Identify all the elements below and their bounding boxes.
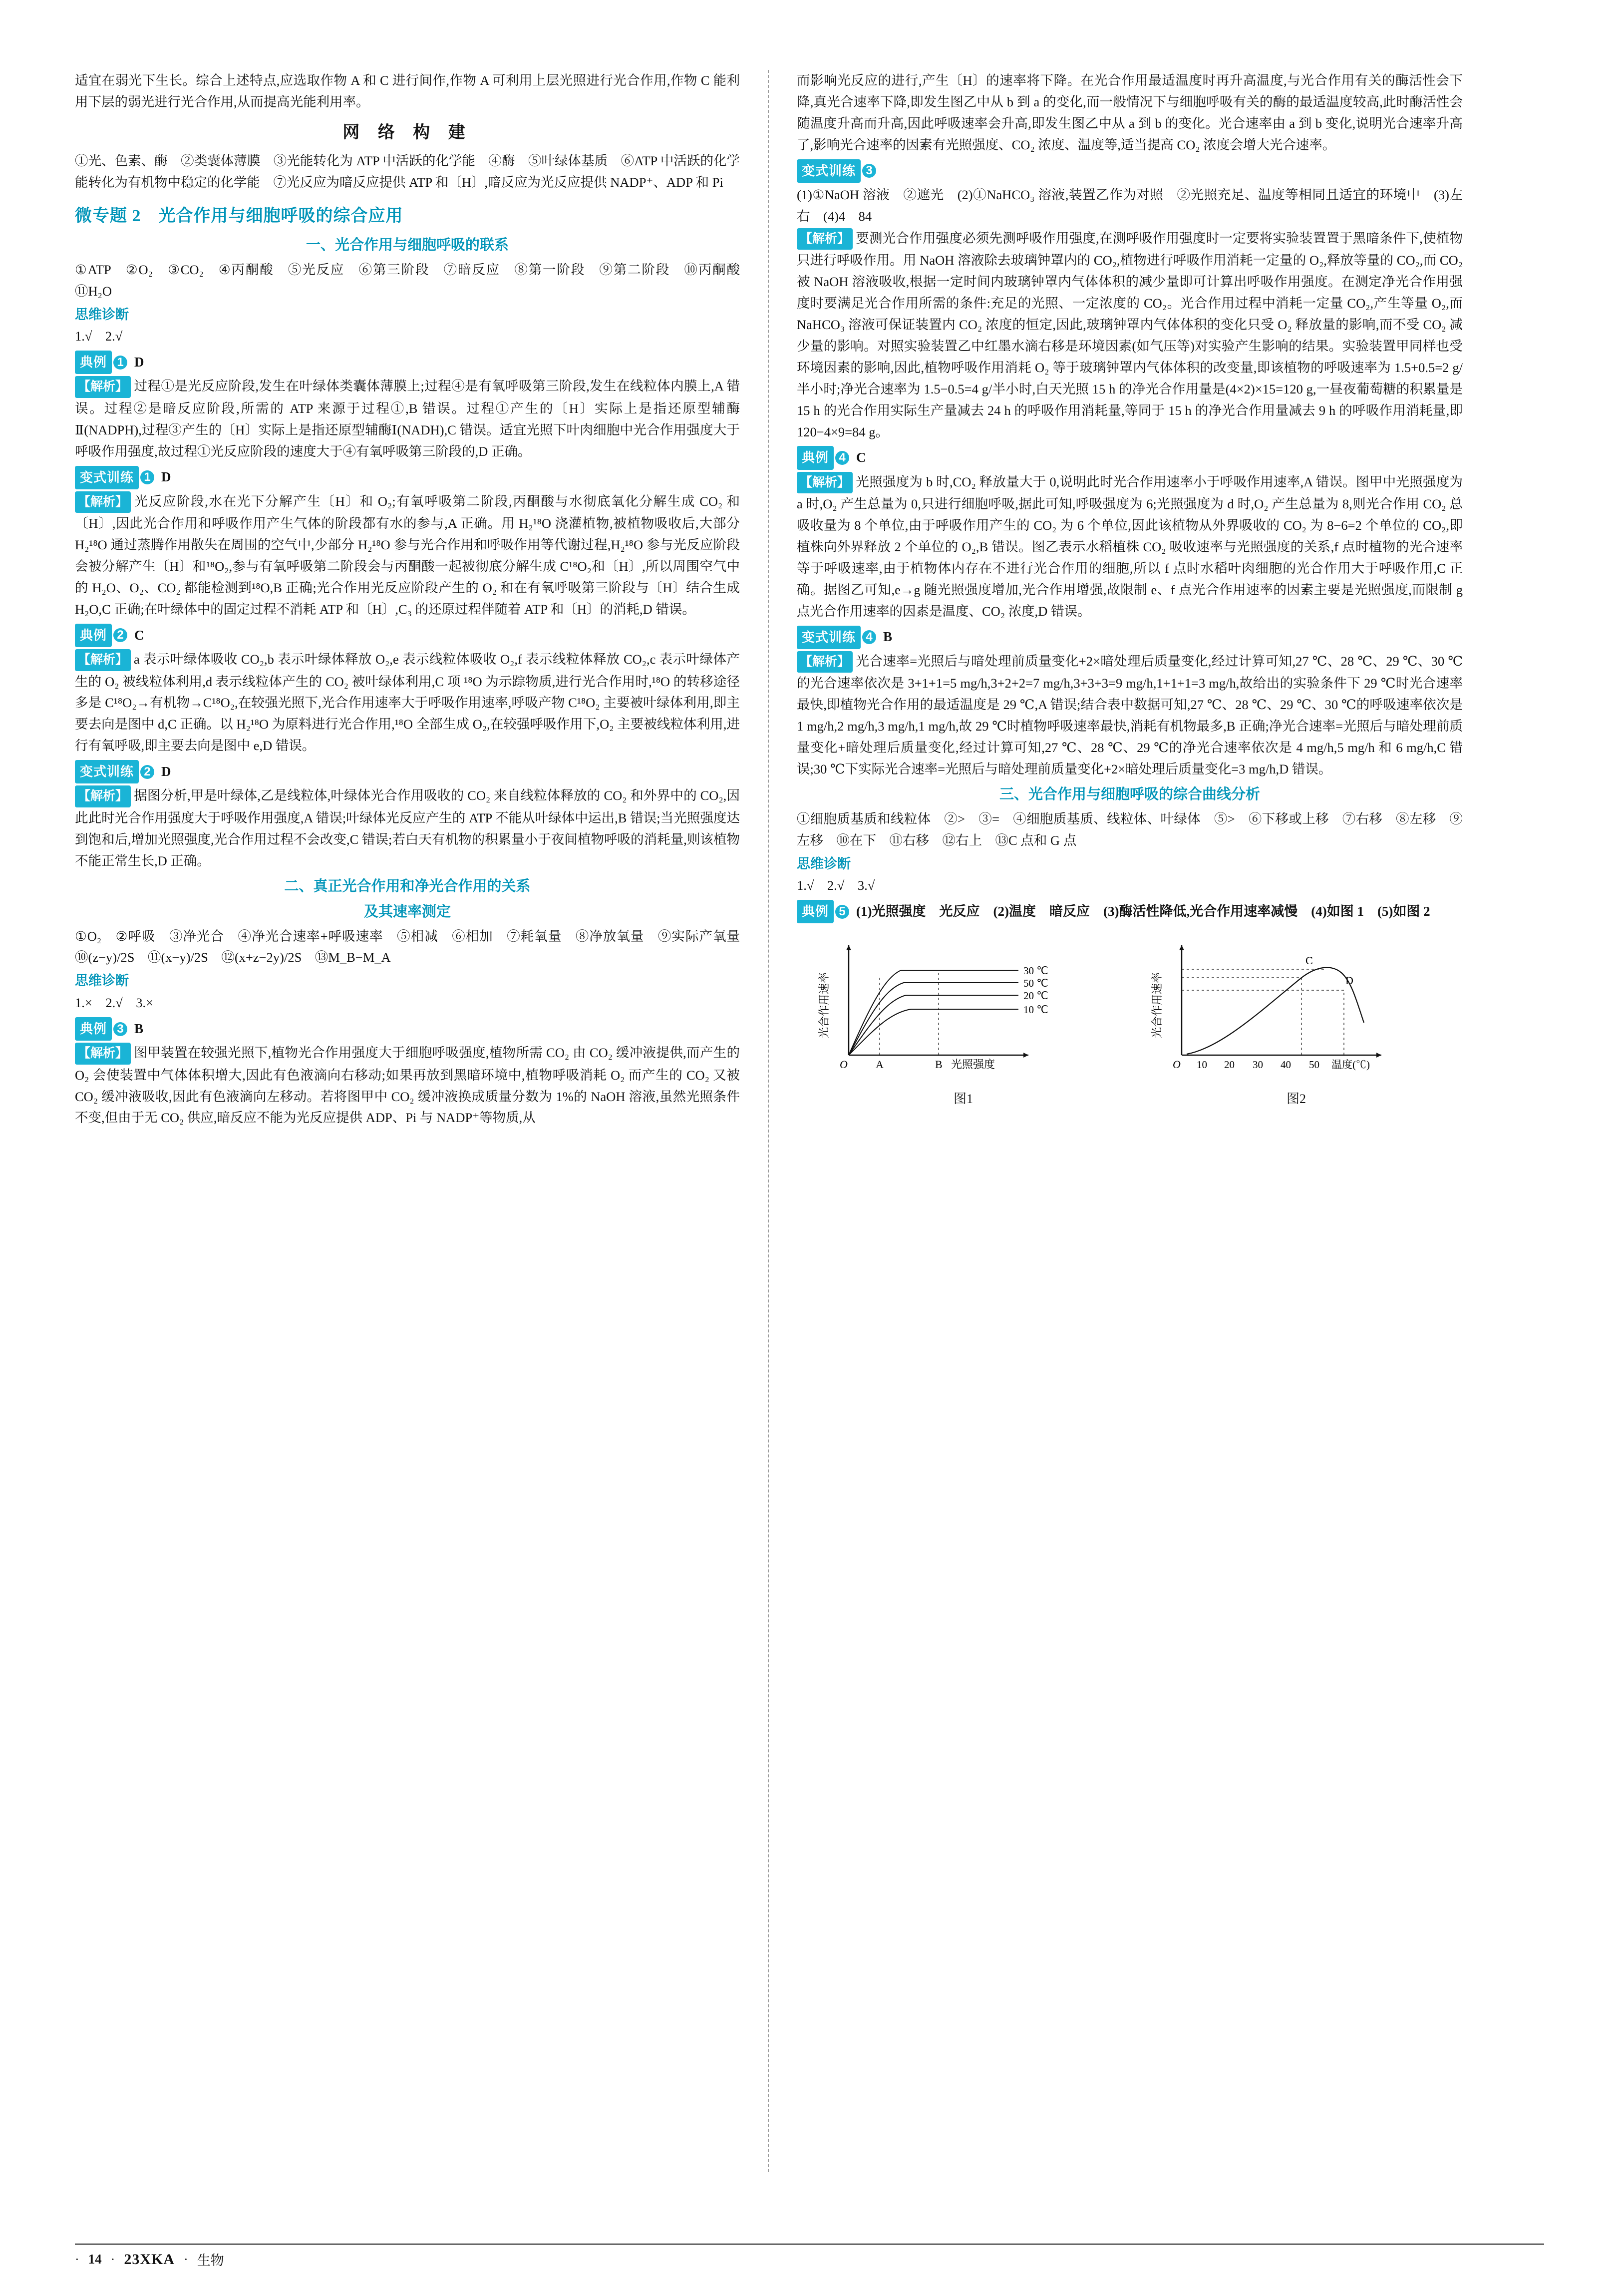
explanation-label: 【解析】 [75, 785, 131, 807]
explanation-text: 要测光合作用强度必须先测呼吸作用强度,在测呼吸作用强度时一定要将实验装置置于黑暗条件下,使植物只进行呼吸作用。用 NaOH 溶液除去玻璃钟罩内的 CO₂,植物进行呼吸作用消耗一定量的 O₂,释放等量的 CO₂,而 CO₂ 被 NaOH 溶液吸收,根据一定时间内玻璃钟罩内气体体积的减少量即可计算出呼吸作用强度。在测定净光合作用强度时要满足光合作用所需的条件:充足的光照、一定浓度的 CO₂。光合作用过程中消耗一定量 CO₂,产生等量 O₂,而 NaHCO₃ 溶液可保证装置内 CO₂ 浓度的恒定,因此,玻璃钟罩内气体体积的变化只受 O₂ 释放量的影响,而不受 CO₂ 减少量的影响。对照实验装置乙中红墨水滴右移是环境因素(如气压等)对实验产生影响的结果。实验装置甲同样也受环境因素的影响,因此,植物呼吸作用消耗 O₂ 等于玻璃钟罩内气体体积的改变量,即该植物的呼吸速率为 1.5+0.5=2 g/半小时;净光合速率为 1.5−0.5=4 g/半小时,白天光照 15 h 的净光合作用量是(4×2)×15=120 g,一昼夜葡萄糖的积累量是 15 h 的光合作用实际生产量减去 24 h 的呼吸作用消耗量,等同于 15 h 的净光合作用量减去 9 h 的呼吸作用消耗量,即 120−4×9=84 g。 [797, 230, 1463, 439]
network-construction-title: 网 络 构 建 [342, 123, 472, 142]
example-2-header [75, 624, 740, 647]
variant-number: 4 [862, 630, 876, 644]
thinking-diagnosis-label: 思维诊断 [75, 307, 129, 322]
example-1-explanation [75, 376, 740, 462]
svg-text:20 ℃: 20 ℃ [1023, 990, 1048, 1002]
svg-text:40: 40 [1280, 1059, 1291, 1071]
example-number: 2 [113, 628, 127, 642]
section-2-title: 二、真正光合作用和净光合作用的关系 [284, 878, 531, 894]
section-2-answers: ①O₂ ②呼吸 ③净光合 ④净光合速率+呼吸速率 ⑤相减 ⑥相加 ⑦耗氧量 ⑧净放氧量 ⑨实际产氧量 ⑩(z−y)/2S ⑪(x−y)/2S ⑫(x+z−2y)/2S ⑬M_B−M_A [75, 928, 753, 965]
page-footer [75, 2244, 1544, 2269]
figure-1-graph [814, 930, 1113, 1080]
variant-label: 变式训练 [75, 760, 139, 783]
example-label: 典例 [797, 446, 834, 469]
micro-topic-title: 微专题 2 光合作用与细胞呼吸的综合应用 [75, 206, 403, 225]
variant-number: 3 [862, 164, 876, 178]
continued-paragraph: 而影响光反应的进行,产生〔H〕的速率将下降。在光合作用最适温度时再升高温度,与光合作用有关的酶活性会下降,真光合速率下降,即发生图乙中从 b 到 a 的变化,而一般情况下与细胞呼吸有关的酶的最适温度较高,此时酶活性会随温度升高而升高,因此呼吸速率会升高,即发生图乙中从 a 到 b 的变化。光合速率由 a 到 b 变化,说明光合速率升高了,影响光合速率的因素有光照强度、CO₂ 浓度、温度等,适当提高 CO₂ 浓度会增大光合速率。 [797, 73, 1463, 152]
figure-1 [814, 930, 1113, 1110]
variant-3-explanation [797, 228, 1463, 443]
example-1-header [75, 351, 740, 374]
variant-3-header [797, 159, 1463, 183]
example-5-answer: (1)光照强度 光反应 (2)温度 暗反应 (3)酶活性降低,光合作用速率减慢 (4)如图 1 (5)如图 2 [856, 903, 1430, 919]
svg-text:50: 50 [1308, 1059, 1319, 1071]
explanation-label: 【解析】 [75, 491, 131, 513]
svg-text:10 ℃: 10 ℃ [1023, 1004, 1048, 1016]
example-5-header [797, 900, 1463, 923]
variant-label: 变式训练 [797, 159, 861, 183]
subject-label: 生物 [197, 2253, 224, 2268]
example-label: 典例 [75, 624, 112, 647]
svg-text:温度(℃): 温度(℃) [1331, 1059, 1370, 1071]
figure-2-graph [1147, 930, 1446, 1080]
example-4-explanation [797, 471, 1463, 622]
example-number: 3 [113, 1022, 127, 1036]
example-number: 4 [835, 451, 849, 465]
example-number: 1 [113, 356, 127, 370]
figure-row [797, 930, 1463, 1110]
example-label: 典例 [75, 351, 112, 374]
section-3-thinking-answers: 1.√ 2.√ 3.√ [797, 878, 875, 893]
example-3-header [75, 1017, 740, 1041]
example-label: 典例 [75, 1017, 112, 1041]
explanation-text: 光合速率=光照后与暗处理前质量变化+2×暗处理后质量变化,经过计算可知,27 ℃、28 ℃、29 ℃、30 ℃的光合速率依次是 3+1+1=5 mg/h,3+2+2=7 mg/h,3+3+3=9 mg/h,1+1+1=3 mg/h,故给出的实验条件下 29 ℃时光合速率最快,即植物光合作用的最适温度是 29 ℃,A 错误;结合表中数据可知,27 ℃、28 ℃、29 ℃、30 ℃的呼吸速率依次是 1 mg/h,2 mg/h,3 mg/h,1 mg/h,故 29 ℃时植物呼吸速率最快,消耗有机物最多,B 正确;净光合速率=光照后与暗处理前质量变化+暗处理后质量变化,经过计算可知,27 ℃、28 ℃、29 ℃的净光合速率依次是 4 mg/h,5 mg/h 和 6 mg/h,C 错误;30 ℃下实际光合速率=光照后与暗处理前质量变化+2×暗处理后质量变化=3 mg/h,D 错误。 [797, 653, 1463, 776]
right-column [769, 70, 1476, 2172]
svg-text:光合作用速率: 光合作用速率 [817, 972, 830, 1039]
svg-text:20: 20 [1224, 1059, 1235, 1071]
figure-1-caption: 图1 [953, 1092, 973, 1107]
svg-text:50 ℃: 50 ℃ [1023, 977, 1048, 990]
explanation-text: 据图分析,甲是叶绿体,乙是线粒体,叶绿体光合作用吸收的 CO₂ 来自线粒体释放的 CO₂ 和外界中的 CO₂,因此此时光合作用强度大于呼吸作用强度,A 错误;叶绿体光反应产生的 ATP 不能从叶绿体中运出,B 错误;当光照强度达到饱和后,增加光照强度,光合作用过程不会改变,C 错误;若白天有机物的积累量小于夜间植物呼吸的消耗量,则该植物不能正常生长,D 正确。 [75, 788, 740, 868]
svg-text:光合作用速率: 光合作用速率 [1150, 972, 1163, 1039]
two-column-layout [75, 70, 1544, 2172]
network-construction-body: ①光、色素、酶 ②类囊体薄膜 ③光能转化为 ATP 中活跃的化学能 ④酶 ⑤叶绿体基质 ⑥ATP 中活跃的化学能转化为有机物中稳定的化学能 ⑦光反应为暗反应提供 ATP 和〔H〕,暗反应为光反应提供 NADP⁺、ADP 和 Pi [75, 153, 740, 190]
svg-text:D: D [1345, 974, 1353, 987]
explanation-label: 【解析】 [75, 649, 131, 671]
explanation-label: 【解析】 [797, 472, 853, 494]
variant-4-answer: B [883, 629, 893, 645]
variant-label: 变式训练 [75, 466, 139, 489]
explanation-label: 【解析】 [797, 228, 853, 250]
variant-4-header [797, 626, 1463, 649]
example-2-explanation [75, 649, 740, 757]
svg-text:B: B [935, 1058, 943, 1071]
example-2-answer: C [134, 627, 144, 643]
page-number: 14 [88, 2252, 102, 2267]
explanation-text: 光照强度为 b 时,CO₂ 释放量大于 0,说明此时光合作用速率小于呼吸作用速率,A 错误。图甲中光照强度为 a 时,O₂ 产生总量为 0,只进行细胞呼吸,据此可知,呼吸强度为 6;光照强度为 d 时,O₂ 产生总量为 8,则光合作用 CO₂ 总吸收量为 8 个单位,由于呼吸作用产生的 CO₂ 为 6 个单位,因此该植物从外界吸收的 CO₂ 为 8−6=2 个单位的 CO₂,即植株向外界释放 2 个单位的 O₂,B 错误。图乙表示水稻植株 CO₂ 吸收速率与光照强度的关系,f 点时植物的光合速率等于呼吸速率,由于植物体内存在不进行光合作用的细胞,所以 f 点时水稻叶肉细胞的光合作用大于呼吸作用,C 正确。据图乙可知,e→g 随光照强度增加,光合作用增强,故限制 e、f 点光合作用速率的因素主要是光照强度,而限制 g 点光合作用速率的因素是温度、CO₂ 浓度,D 错误。 [797, 474, 1463, 619]
svg-text:10: 10 [1196, 1059, 1207, 1071]
footer-dot-left: · [75, 2252, 79, 2267]
variant-2-explanation [75, 785, 740, 871]
section-2-thinking-answers: 1.× 2.√ 3.× [75, 995, 154, 1011]
intro-paragraph: 适宜在弱光下生长。综合上述特点,应选取作物 A 和 C 进行间作,作物 A 可利用上层光照进行光合作用,作物 C 能利用下层的弱光进行光合作用,从而提高光能利用率。 [75, 73, 740, 109]
figure-2 [1147, 930, 1446, 1110]
variant-1-header [75, 466, 740, 489]
explanation-label: 【解析】 [75, 1043, 131, 1065]
explanation-text: 光反应阶段,水在光下分解产生〔H〕和 O₂;有氧呼吸第二阶段,丙酮酸与水彻底氧化分解生成 CO₂ 和〔H〕,因此光合作用和呼吸作用产生气体的阶段都有水的参与,A 正确。用 H₂¹⁸O 浇灌植物,被植物吸收后,大部分 H₂¹⁸O 通过蒸腾作用散失在周围的空气中,少部分 H₂¹⁸O 参与光合作用和呼吸作用等代谢过程,H₂¹⁸O 参与光反应阶段会被分解产生〔H〕和¹⁸O₂,参与有氧呼吸第二阶段会与丙酮酸一起被彻底分解生成 C¹⁸O₂和〔H〕,所以周围空气中的 H₂O、O₂、CO₂ 都能检测到¹⁸O,B 正确;光合作用光反应阶段产生的 O₂ 和在有氧呼吸第三阶段与〔H〕结合生成 H₂O,C 正确;在叶绿体中的固定过程不消耗 ATP 和〔H〕,C₃ 的还原过程伴随着 ATP 和〔H〕的消耗,D 错误。 [75, 493, 740, 617]
variant-number: 2 [140, 765, 154, 779]
book-code: 23XKA [124, 2251, 175, 2268]
svg-text:C: C [1305, 954, 1313, 967]
example-label: 典例 [797, 900, 834, 923]
variant-2-header [75, 760, 740, 783]
section-3-title: 三、光合作用与细胞呼吸的综合曲线分析 [999, 786, 1260, 802]
explanation-text: a 表示叶绿体吸收 CO₂,b 表示叶绿体释放 O₂,e 表示线粒体吸收 O₂,f 表示线粒体释放 CO₂,c 表示叶绿体产生的 O₂ 被线粒体利用,d 表示线粒体产生的 CO₂ 被叶绿体利用,C 项 ¹⁸O 为示踪物质,进行光合作用时,¹⁸O 的转移途径多是 C¹⁸O₂→有机物→C¹⁸O₂,在较强光照下,光合作用速率大于呼吸作用速率,呼吸产物 C¹⁸O₂ 主要被叶绿体利用,即主要去向是图中 d,C 正确。以 H₂¹⁸O 为原料进行光合作用,¹⁸O 全部生成 O₂,在较强呼吸作用下,O₂ 主要被线粒体利用,进行有氧呼吸,即主要去向是图中 e,D 错误。 [75, 652, 740, 754]
footer-dot-right: · [110, 2252, 115, 2267]
variant-1-explanation [75, 491, 740, 620]
example-4-answer: C [856, 450, 866, 465]
variant-4-explanation [797, 651, 1463, 780]
example-3-explanation [75, 1042, 740, 1129]
section-1-title: 一、光合作用与细胞呼吸的联系 [306, 237, 509, 253]
explanation-text: 图甲装置在较强光照下,植物光合作用强度大于细胞呼吸强度,植物所需 CO₂ 由 CO₂ 缓冲液提供,而产生的 O₂ 会使装置中气体体积增大,因此有色液滴向右移动;如果再放到黑暗环境中,植物呼吸消耗 O₂ 而产生的 CO₂ 又被 CO₂ 缓冲液吸收,因此有色液滴向左移动。若将图甲中 CO₂ 缓冲液换成质量分数为 1%的 NaOH 溶液,虽然光照条件不变,但由于无 CO₂ 供应,暗反应不能为光反应提供 ADP、Pi 与 NADP⁺等物质,从 [75, 1045, 740, 1126]
figure-2-caption: 图2 [1286, 1092, 1306, 1107]
section-2-subtitle: 及其速率测定 [363, 903, 451, 920]
svg-text:O: O [839, 1058, 848, 1071]
svg-text:30: 30 [1252, 1059, 1263, 1071]
left-column [75, 70, 769, 2172]
variant-2-answer: D [161, 764, 171, 779]
variant-label: 变式训练 [797, 626, 861, 649]
footer-dot-mid: · [184, 2252, 188, 2267]
explanation-label: 【解析】 [797, 651, 853, 673]
thinking-diagnosis-label-2: 思维诊断 [75, 973, 129, 989]
example-3-answer: B [134, 1021, 144, 1036]
explanation-text: 过程①是光反应阶段,发生在叶绿体类囊体薄膜上;过程④是有氧呼吸第三阶段,发生在线粒体内膜上,A 错误。过程②是暗反应阶段,所需的 ATP 来源于过程①,B 错误。过程①产生的〔H〕实际上是指还原型辅酶Ⅱ(NADPH),过程③产生的〔H〕实际上是指还原型辅酶Ⅰ(NADH),C 错误。适宜光照下叶肉细胞中光合作用强度大于呼吸作用强度,故过程①光反应阶段的速度大于④有氧呼吸第三阶段的,D 正确。 [75, 379, 740, 459]
variant-3-answer: (1)①NaOH 溶液 ②遮光 (2)①NaHCO₃ 溶液,装置乙作为对照 ②光照充足、温度等相同且适宜的环境中 (3)左 右 (4)4 84 [797, 187, 1476, 224]
example-4-header [797, 446, 1463, 469]
section-1-answers: ①ATP ②O₂ ③CO₂ ④丙酮酸 ⑤光反应 ⑥第三阶段 ⑦暗反应 ⑧第一阶段 ⑨第二阶段 ⑩丙酮酸 ⑪H₂O [75, 262, 753, 299]
explanation-label: 【解析】 [75, 376, 131, 398]
svg-text:30 ℃: 30 ℃ [1023, 965, 1048, 977]
section-1-thinking-answers: 1.√ 2.√ [75, 329, 123, 344]
thinking-diagnosis-label-3: 思维诊断 [797, 856, 851, 871]
svg-text:光照强度: 光照强度 [951, 1058, 995, 1071]
variant-number: 1 [140, 470, 154, 484]
example-number: 5 [835, 905, 849, 919]
svg-text:A: A [875, 1058, 884, 1071]
example-1-answer: D [134, 355, 144, 370]
section-3-answers: ①细胞质基质和线粒体 ②> ③= ④细胞质基质、线粒体、叶绿体 ⑤> ⑥下移或上移 ⑦右移 ⑧左移 ⑨左移 ⑩在下 ⑪右移 ⑫右上 ⑬C 点和 G 点 [797, 811, 1463, 848]
variant-1-answer: D [161, 469, 171, 485]
svg-text:O: O [1172, 1058, 1181, 1071]
